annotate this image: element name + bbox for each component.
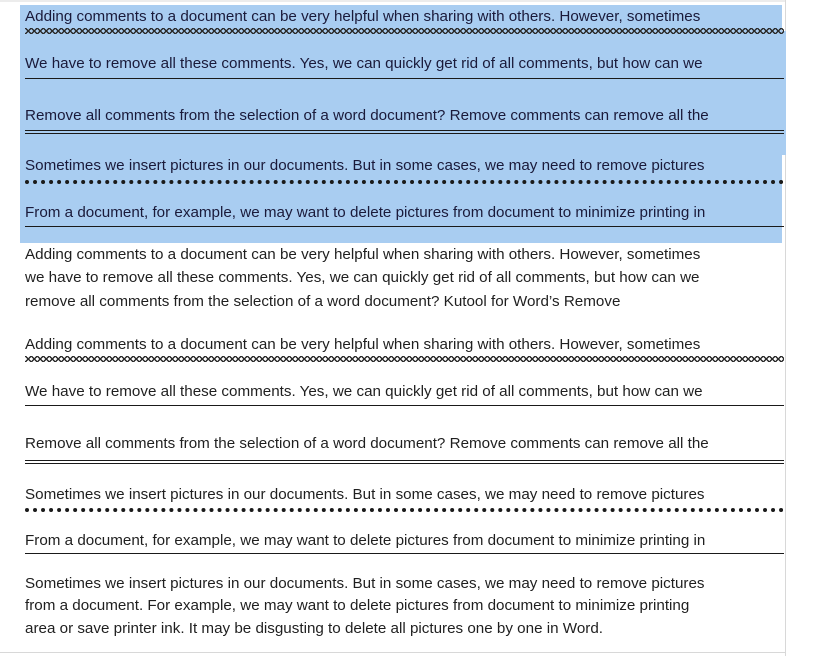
page-bottom-edge xyxy=(0,652,785,653)
dotted-border xyxy=(25,180,784,184)
single-border xyxy=(25,553,784,554)
paragraph-line[interactable]: remove all comments from the selection of a word document? Kutool for Word’s Remove xyxy=(25,293,621,310)
paragraph-line[interactable]: we have to remove all these comments. Yes, we can quickly get rid of all comments, but how can we xyxy=(25,269,700,286)
selected-line-1[interactable]: Adding comments to a document can be very helpful when sharing with others. However, sometimes xyxy=(25,8,701,25)
bordered-line-1[interactable]: Adding comments to a document can be very helpful when sharing with others. However, sometimes xyxy=(25,336,701,353)
wavy-border xyxy=(25,356,784,362)
paragraph-line[interactable]: Adding comments to a document can be very helpful when sharing with others. However, sometimes xyxy=(25,246,701,263)
bordered-line-5[interactable]: From a document, for example, we may want to delete pictures from document to minimize printing in xyxy=(25,532,706,549)
single-border xyxy=(25,226,784,227)
selected-line-2[interactable]: We have to remove all these comments. Yes, we can quickly get rid of all comments, but how can we xyxy=(25,55,703,72)
single-border xyxy=(25,405,784,406)
paragraph-line[interactable]: area or save printer ink. It may be disgusting to delete all pictures one by one in Word. xyxy=(25,620,603,637)
single-border xyxy=(25,78,784,79)
double-border xyxy=(25,130,784,134)
bordered-line-2[interactable]: We have to remove all these comments. Yes, we can quickly get rid of all comments, but how can we xyxy=(25,383,703,400)
selected-line-5[interactable]: From a document, for example, we may want to delete pictures from document to minimize printing in xyxy=(25,204,706,221)
bordered-line-3[interactable]: Remove all comments from the selection of a word document? Remove comments can remove all the xyxy=(25,435,709,452)
double-border xyxy=(25,460,784,464)
bordered-line-4[interactable]: Sometimes we insert pictures in our documents. But in some cases, we may need to remove pictures xyxy=(25,486,705,503)
wavy-border xyxy=(25,28,784,34)
dotted-border xyxy=(25,508,784,512)
selected-line-4[interactable]: Sometimes we insert pictures in our documents. But in some cases, we may need to remove pictures xyxy=(25,157,705,174)
paragraph-line[interactable]: from a document. For example, we may want to delete pictures from document to minimize printing xyxy=(25,597,690,614)
page-top-edge xyxy=(0,0,785,2)
paragraph-line[interactable]: Sometimes we insert pictures in our documents. But in some cases, we may need to remove pictures xyxy=(25,575,705,592)
selected-line-3[interactable]: Remove all comments from the selection of a word document? Remove comments can remove all the xyxy=(25,107,709,124)
